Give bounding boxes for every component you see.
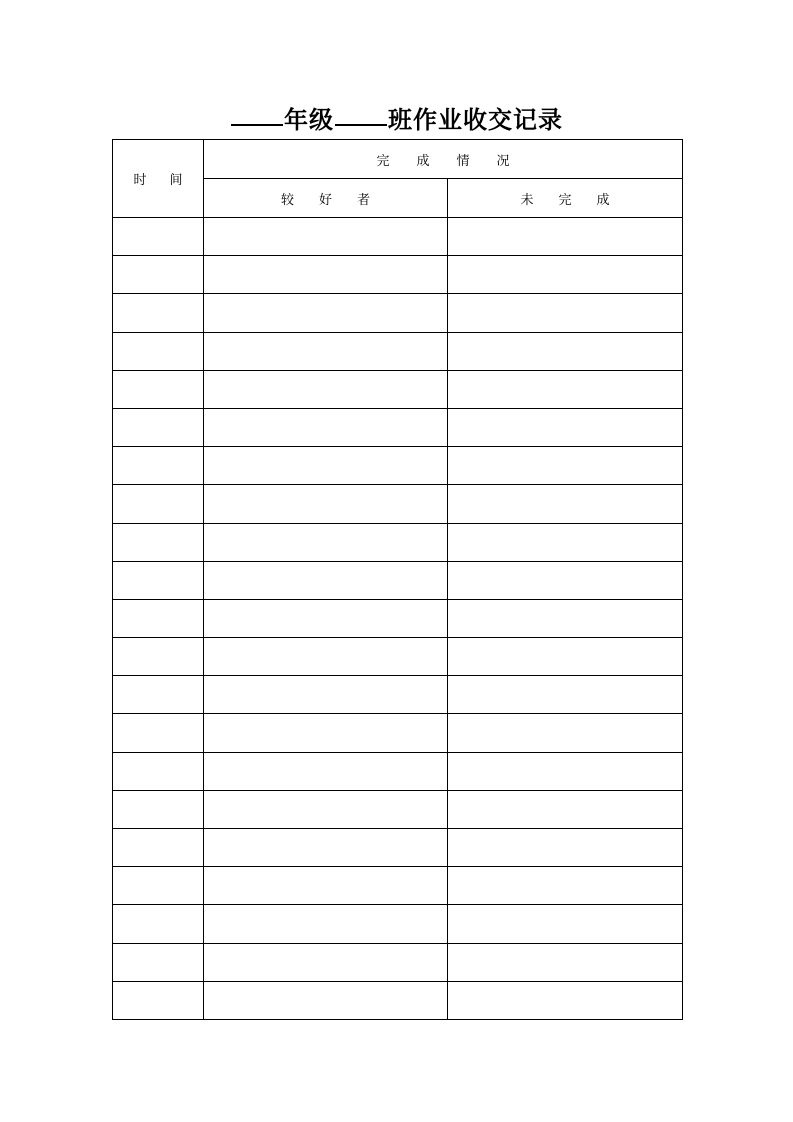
cell-time[interactable] xyxy=(113,790,204,828)
cell-time[interactable] xyxy=(113,867,204,905)
table-row xyxy=(113,943,683,981)
cell-undone[interactable] xyxy=(448,676,683,714)
cell-good[interactable] xyxy=(204,447,448,485)
cell-good[interactable] xyxy=(204,905,448,943)
cell-undone[interactable] xyxy=(448,256,683,294)
cell-undone[interactable] xyxy=(448,752,683,790)
cell-good[interactable] xyxy=(204,981,448,1019)
cell-good[interactable] xyxy=(204,561,448,599)
cell-time[interactable] xyxy=(113,218,204,256)
cell-good[interactable] xyxy=(204,523,448,561)
cell-time[interactable] xyxy=(113,599,204,637)
cell-time[interactable] xyxy=(113,561,204,599)
table-row xyxy=(113,829,683,867)
table-row xyxy=(113,714,683,752)
cell-good[interactable] xyxy=(204,370,448,408)
cell-time[interactable] xyxy=(113,752,204,790)
cell-time[interactable] xyxy=(113,676,204,714)
cell-undone[interactable] xyxy=(448,943,683,981)
cell-good[interactable] xyxy=(204,256,448,294)
cell-time[interactable] xyxy=(113,408,204,446)
cell-undone[interactable] xyxy=(448,447,683,485)
cell-time[interactable] xyxy=(113,370,204,408)
cell-time[interactable] xyxy=(113,256,204,294)
cell-time[interactable] xyxy=(113,905,204,943)
table-row xyxy=(113,981,683,1019)
cell-undone[interactable] xyxy=(448,332,683,370)
table-row xyxy=(113,447,683,485)
table-header-row-1 xyxy=(113,140,683,179)
cell-good[interactable] xyxy=(204,294,448,332)
header-completion-group: 完 成 情 况 xyxy=(204,140,683,179)
cell-undone[interactable] xyxy=(448,599,683,637)
cell-time[interactable] xyxy=(113,447,204,485)
header-good: 较 好 者 xyxy=(204,179,448,218)
grade-blank-line xyxy=(231,124,283,126)
cell-time[interactable] xyxy=(113,943,204,981)
cell-time[interactable] xyxy=(113,829,204,867)
cell-undone[interactable] xyxy=(448,485,683,523)
cell-good[interactable] xyxy=(204,599,448,637)
cell-time[interactable] xyxy=(113,523,204,561)
cell-undone[interactable] xyxy=(448,867,683,905)
cell-undone[interactable] xyxy=(448,294,683,332)
cell-good[interactable] xyxy=(204,752,448,790)
cell-time[interactable] xyxy=(113,332,204,370)
cell-undone[interactable] xyxy=(448,829,683,867)
cell-good[interactable] xyxy=(204,332,448,370)
cell-good[interactable] xyxy=(204,790,448,828)
title-grade-text: 年级 xyxy=(284,106,334,134)
title-rest-text: 班作业收交记录 xyxy=(388,106,563,134)
table-row xyxy=(113,561,683,599)
cell-undone[interactable] xyxy=(448,408,683,446)
cell-good[interactable] xyxy=(204,638,448,676)
table-row xyxy=(113,256,683,294)
cell-undone[interactable] xyxy=(448,905,683,943)
cell-good[interactable] xyxy=(204,943,448,981)
cell-time[interactable] xyxy=(113,485,204,523)
cell-good[interactable] xyxy=(204,408,448,446)
cell-undone[interactable] xyxy=(448,714,683,752)
table-body xyxy=(113,140,683,1020)
table-row xyxy=(113,370,683,408)
cell-undone[interactable] xyxy=(448,638,683,676)
cell-good[interactable] xyxy=(204,714,448,752)
cell-good[interactable] xyxy=(204,829,448,867)
table-row xyxy=(113,752,683,790)
cell-good[interactable] xyxy=(204,218,448,256)
table-row xyxy=(113,485,683,523)
cell-undone[interactable] xyxy=(448,981,683,1019)
cell-good[interactable] xyxy=(204,676,448,714)
table-row xyxy=(113,294,683,332)
class-blank-line xyxy=(335,124,387,126)
table-row xyxy=(113,218,683,256)
cell-time[interactable] xyxy=(113,638,204,676)
cell-time[interactable] xyxy=(113,294,204,332)
table-row xyxy=(113,676,683,714)
header-undone: 未 完 成 xyxy=(448,179,683,218)
cell-undone[interactable] xyxy=(448,561,683,599)
table-row xyxy=(113,867,683,905)
cell-good[interactable] xyxy=(204,485,448,523)
cell-time[interactable] xyxy=(113,714,204,752)
table-row xyxy=(113,408,683,446)
cell-undone[interactable] xyxy=(448,523,683,561)
table-row xyxy=(113,332,683,370)
table-row xyxy=(113,638,683,676)
cell-undone[interactable] xyxy=(448,790,683,828)
cell-time[interactable] xyxy=(113,981,204,1019)
cell-undone[interactable] xyxy=(448,370,683,408)
table-row xyxy=(113,905,683,943)
cell-good[interactable] xyxy=(204,867,448,905)
homework-record-table xyxy=(112,139,683,1020)
table-row xyxy=(113,523,683,561)
cell-undone[interactable] xyxy=(448,218,683,256)
header-time: 时 间 xyxy=(113,140,204,218)
page-title xyxy=(0,100,793,135)
table-row xyxy=(113,599,683,637)
table-row xyxy=(113,790,683,828)
